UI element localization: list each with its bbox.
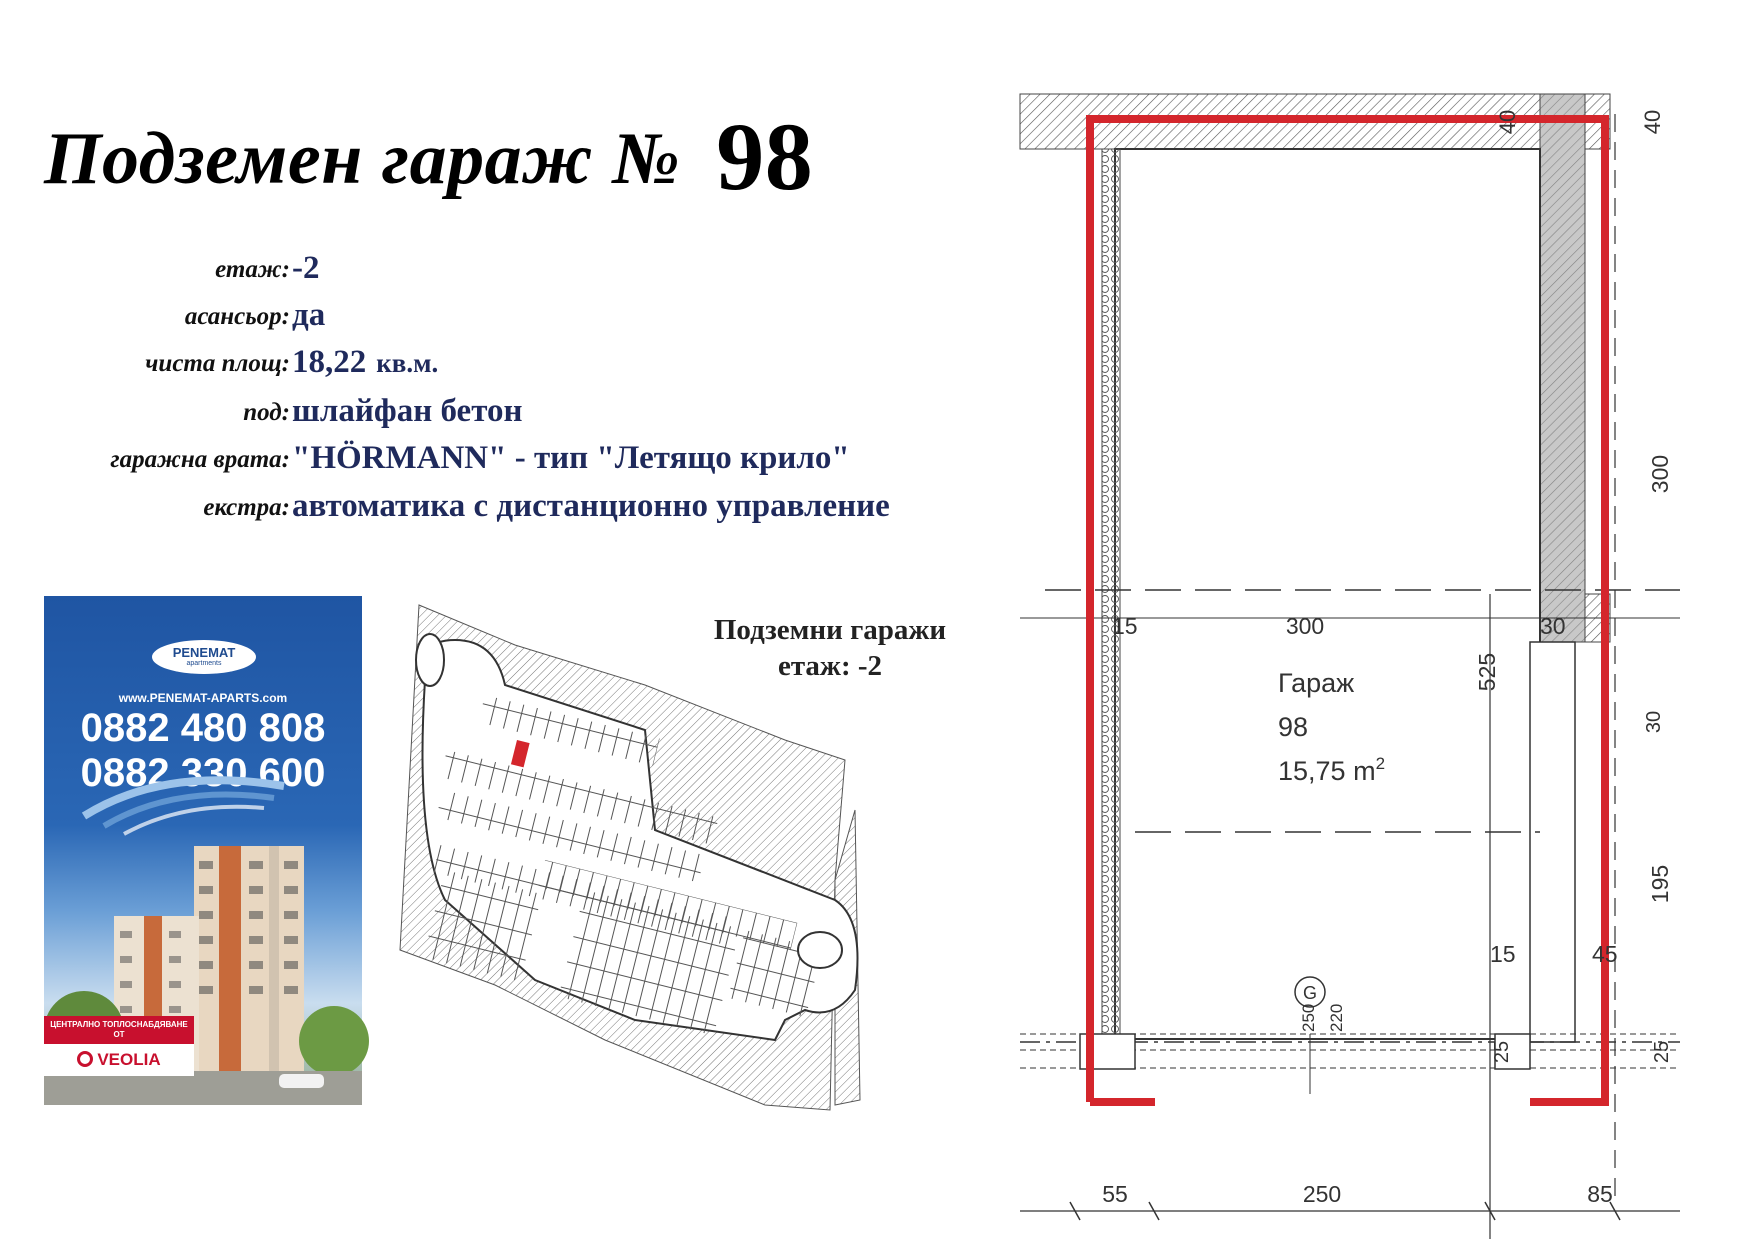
room-name: Гараж: [1278, 668, 1355, 698]
spec-label: чиста площ:: [145, 350, 290, 377]
heating-band: ЦЕНТРАЛНО ТОПЛОСНАБДЯВАНЕ ОТ: [44, 1016, 194, 1044]
logo-subtext: apartments: [186, 660, 222, 667]
garage-number: 98: [716, 103, 814, 210]
dim-label: 55: [1102, 1181, 1128, 1207]
room-area-sup: 2: [1375, 754, 1386, 773]
dim-label: 25: [1651, 1040, 1673, 1064]
dim-label: 30: [1643, 710, 1665, 734]
dim-label: 220: [1327, 1003, 1346, 1032]
dim-label: 30: [1540, 613, 1566, 639]
spec-label: етаж:: [215, 256, 290, 283]
page-title: [44, 95, 814, 210]
dim-label: 300: [1647, 454, 1673, 494]
logo-text: PENEMAT: [172, 645, 236, 660]
room-area-value: 15,75 m: [1278, 756, 1376, 786]
spec-value: [292, 344, 438, 381]
spec-value: -2: [292, 250, 320, 286]
dim-label: 40: [1495, 109, 1520, 135]
area-unit: кв.м.: [376, 348, 439, 378]
spec-label: под:: [243, 399, 290, 426]
veolia-icon: [77, 1051, 93, 1067]
area-value: 18,22: [292, 344, 367, 380]
site-plan-title: [675, 612, 985, 684]
veolia-text: VEOLIA: [97, 1050, 161, 1069]
phone-number: 0882 330 600: [80, 751, 326, 795]
penemat-logo: [152, 640, 256, 674]
dim-label: 525: [1474, 652, 1500, 692]
dim-label: 300: [1285, 613, 1325, 639]
website-text: www.PENEMAT-APARTS.com: [118, 691, 288, 705]
dim-label: 85: [1587, 1181, 1613, 1207]
spec-label: гаражна врата:: [110, 446, 290, 473]
room-area: [1278, 754, 1385, 786]
title-text: Подземен гараж №: [44, 118, 681, 200]
site-plan-title-line1: Подземни гаражи: [713, 614, 947, 646]
veolia-logo: [44, 1044, 194, 1076]
spec-value: шлайфан бетон: [292, 393, 523, 429]
dim-label: 15: [1112, 613, 1138, 639]
advertisement-banner: [44, 596, 362, 1105]
spec-value: да: [292, 297, 326, 333]
dim-label: 195: [1647, 864, 1673, 904]
dim-label: 40: [1640, 109, 1665, 135]
spec-value: "HÖRMANN" - тип "Летящо крило": [292, 440, 850, 476]
site-plan-title-line2: етаж: -2: [777, 650, 883, 682]
floor-plan-drawing: [1020, 94, 1680, 1207]
spec-value: автоматика с дистанционно управление: [292, 488, 890, 524]
dim-label: 45: [1592, 941, 1618, 967]
grid-marker-label: G: [1302, 983, 1318, 1003]
dim-label: 25: [1491, 1040, 1513, 1064]
spec-label: асансьор:: [184, 303, 290, 330]
dim-label: 250: [1302, 1181, 1342, 1207]
dim-label: 250: [1299, 1003, 1318, 1032]
dim-label: 15: [1490, 941, 1516, 967]
room-number: 98: [1278, 712, 1309, 742]
phone-number: 0882 480 808: [80, 706, 326, 750]
spec-label: екстра:: [203, 494, 290, 521]
